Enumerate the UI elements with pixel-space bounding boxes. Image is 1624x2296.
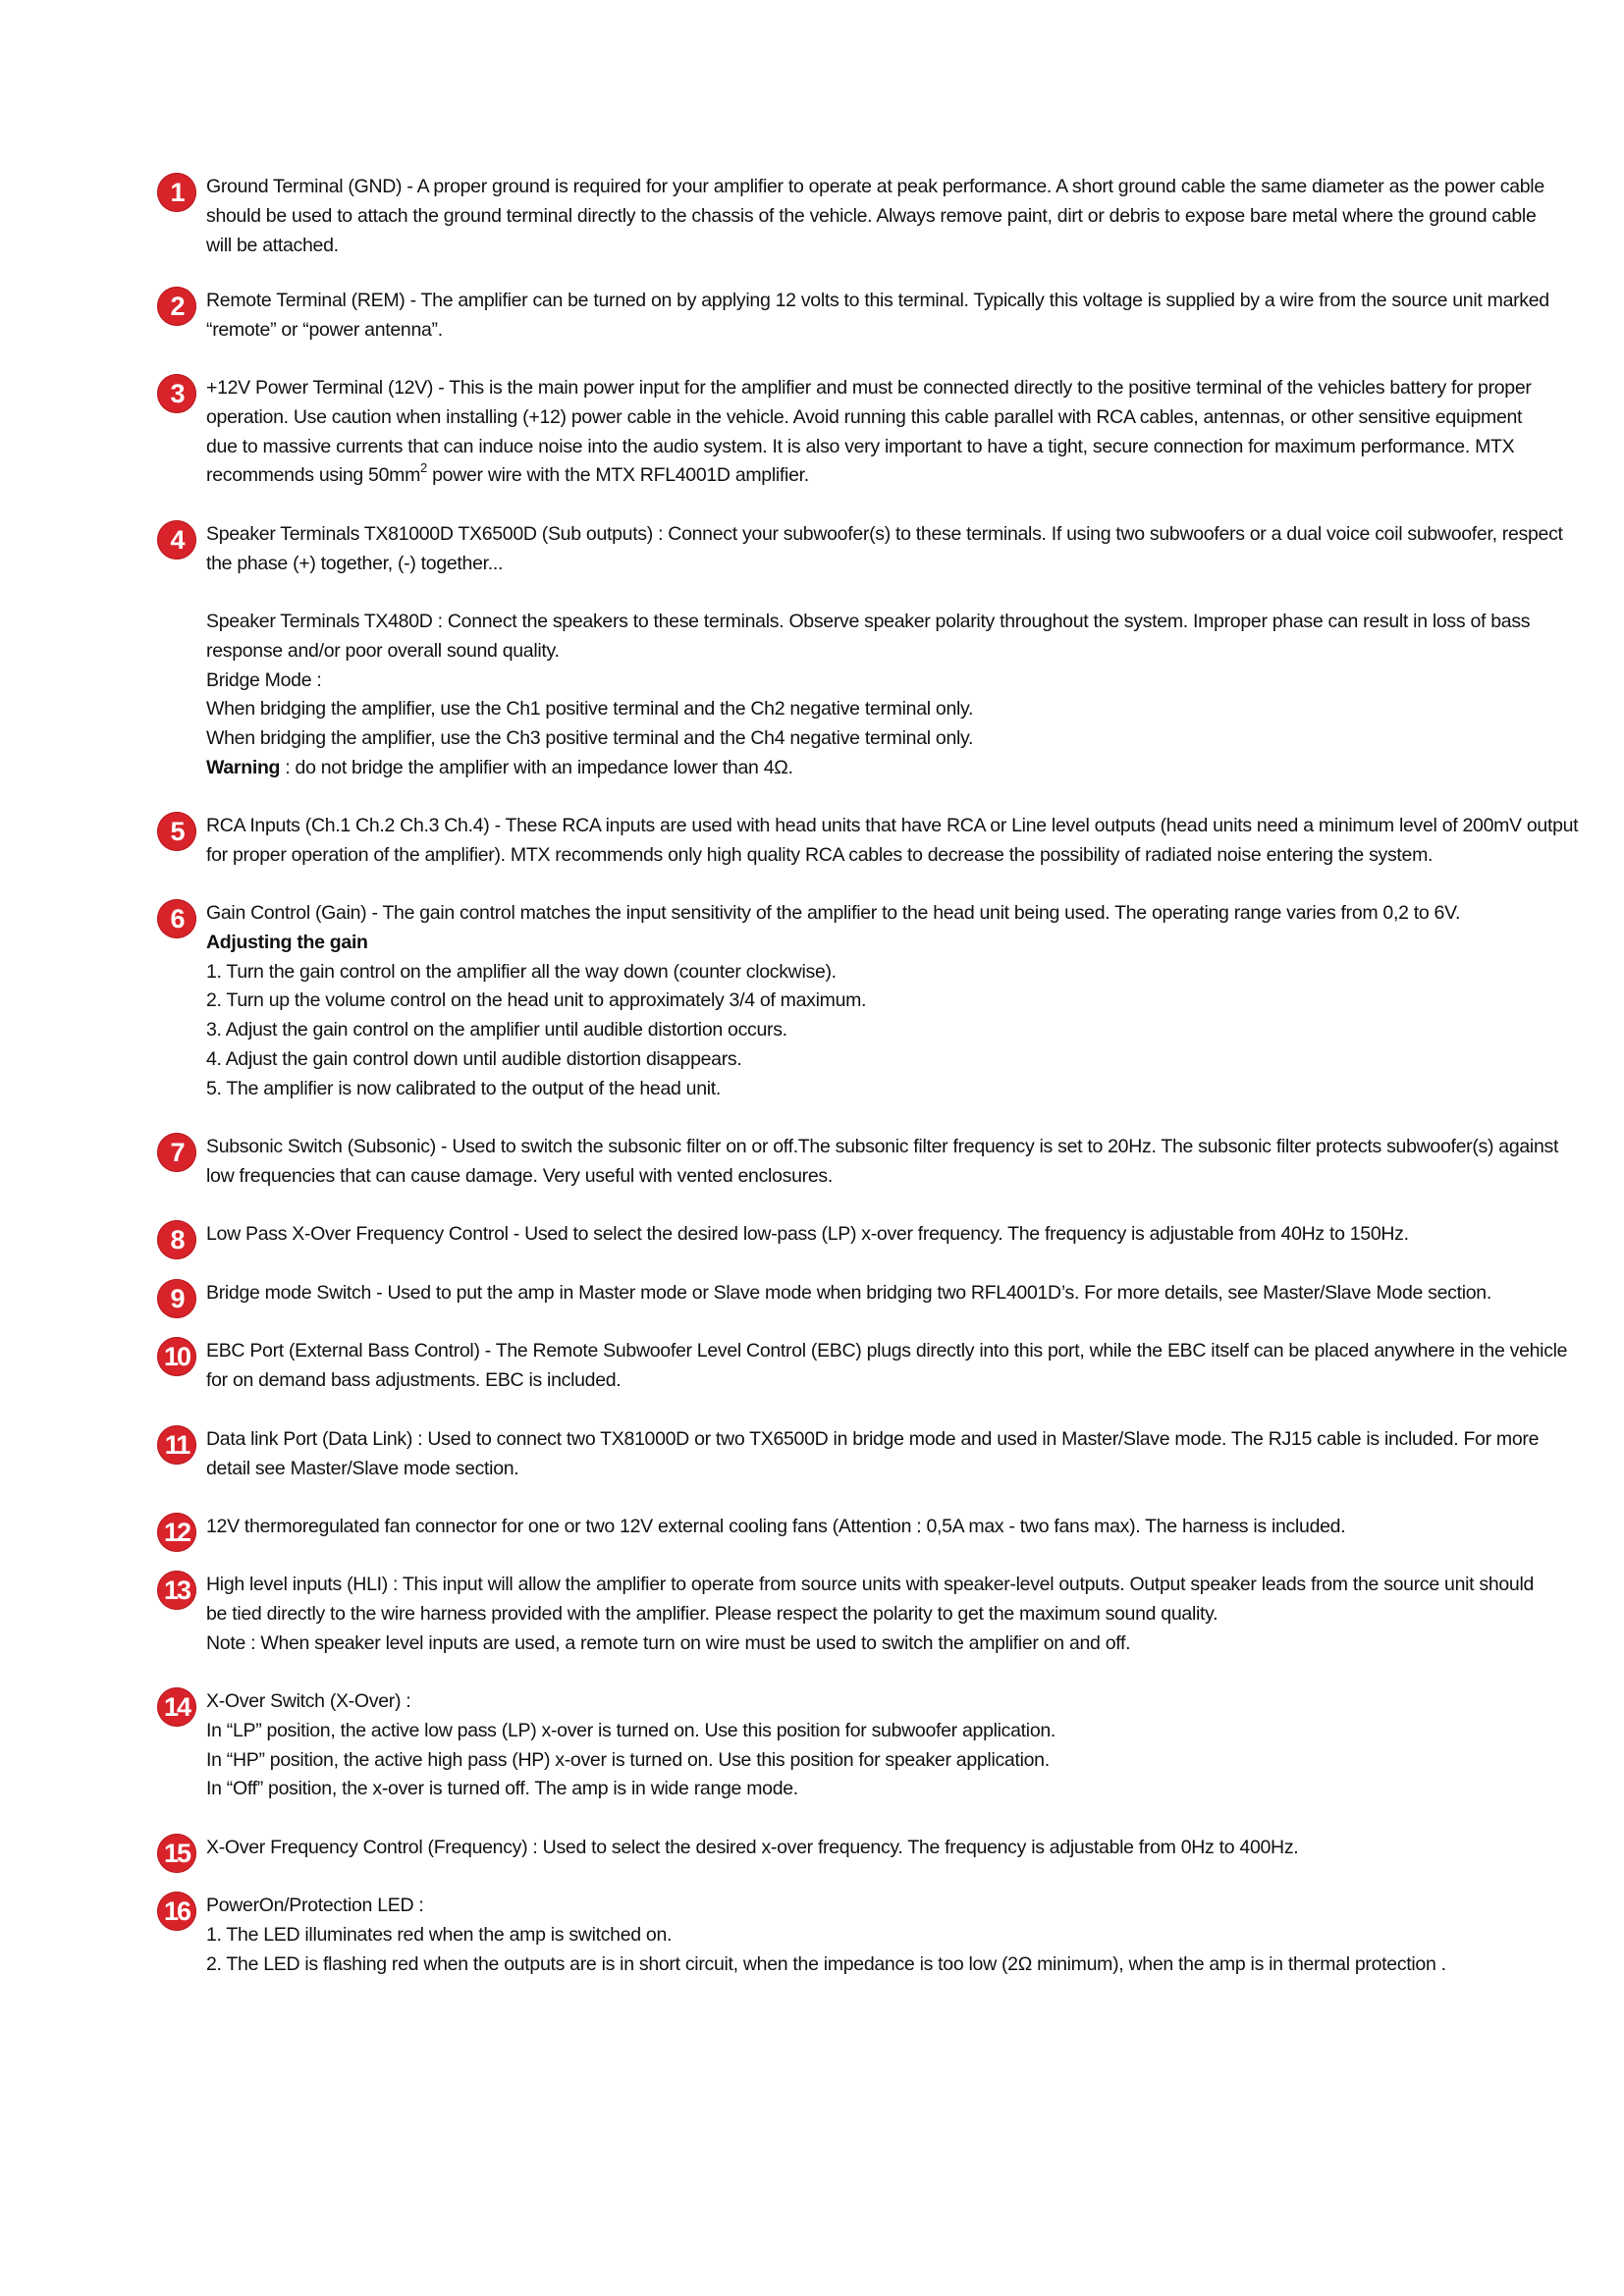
text-line: Bridge Mode : (206, 668, 322, 691)
item-text (206, 173, 1544, 260)
item-text (206, 1892, 1483, 1979)
item-text (206, 899, 1483, 1104)
text-line: Gain Control (Gain) - The gain control matches the input sensitivity of the amplifier to the head unit being used. The operating range varies from 0,2 to 6V. (206, 902, 1461, 924)
number-badge-4: 4 (157, 520, 196, 560)
text-line: for proper operation of the amplifier). MTX recommends only high quality RCA cables to decrease the possibility of radiated noise entering the system. (206, 843, 1434, 866)
text-line: due to massive currents that can induce noise into the audio system. It is also very important to have a tight, secure connection for maximum performance. MTX (206, 435, 1515, 457)
item-text (206, 1687, 1483, 1804)
item-text (206, 1425, 1540, 1484)
item-text (206, 1571, 1535, 1658)
number-badge-7: 7 (157, 1133, 196, 1172)
step-line: 5. The amplifier is now calibrated to the output of the head unit. (206, 1077, 722, 1099)
text-line: Note : When speaker level inputs are used, a remote turn on wire must be used to switch the amplifier on and off. (206, 1631, 1131, 1654)
text-line: should be used to attach the ground terminal directly to the chassis of the vehicle. Always remove paint, dirt or debris to expose bare metal where the ground cable (206, 204, 1537, 227)
text-line: +12V Power Terminal (12V) - This is the main power input for the amplifier and must be connected directly to the positive terminal of the vehicles battery for proper (206, 377, 1532, 399)
text-line: Data link Port (Data Link) : Used to connect two TX81000D or two TX6500D in bridge mode and used in Master/Slave mode. The RJ15 cable is included. For more (206, 1428, 1540, 1450)
warning-label: Warning (206, 756, 281, 778)
text-line: X-Over Frequency Control (Frequency) : Used to select the desired x-over frequency. The frequency is adjustable from 0Hz to 400Hz. (206, 1837, 1299, 1858)
text-line: Ground Terminal (GND) - A proper ground is required for your amplifier to operate at peak performance. A short ground cable the same diameter as the power cable (206, 176, 1544, 197)
text-line: Low Pass X-Over Frequency Control - Used to select the desired low-pass (LP) x-over frequency. The frequency is adjustable from 40Hz to 150Hz. (206, 1223, 1409, 1245)
subheading: Adjusting the gain (206, 931, 368, 953)
text-line: will be attached. (206, 234, 339, 256)
text-line: Speaker Terminals TX480D : Connect the speakers to these terminals. Observe speaker polarity throughout the system. Improper phase can result in loss of bass (206, 611, 1531, 632)
item-text (206, 1220, 1483, 1250)
text-line: RCA Inputs (Ch.1 Ch.2 Ch.3 Ch.4) - These RCA inputs are used with head units that have RCA or Line level outputs (head units need a minimum level of 200mV output (206, 815, 1579, 836)
text-line: When bridging the amplifier, use the Ch3 positive terminal and the Ch4 negative terminal only. (206, 727, 974, 750)
step-line: 4. Adjust the gain control down until audible distortion disappears. (206, 1047, 742, 1070)
step-line: 3. Adjust the gain control on the amplifier until audible distortion occurs. (206, 1019, 787, 1041)
text-line: In “HP” position, the active high pass (HP) x-over is turned on. Use this position for speaker application. (206, 1748, 1050, 1771)
number-badge-3: 3 (157, 374, 196, 413)
item-text (206, 1834, 1483, 1863)
text-line: In “Off” position, the x-over is turned off. The amp is in wide range mode. (206, 1778, 798, 1800)
text-line: When bridging the amplifier, use the Ch1 positive terminal and the Ch2 negative terminal only. (206, 698, 974, 721)
item-text (206, 812, 1579, 871)
text-line: the phase (+) together, (-) together... (206, 552, 504, 574)
superscript: 2 (420, 460, 427, 476)
number-badge-2: 2 (157, 287, 196, 326)
text-line: be tied directly to the wire harness provided with the amplifier. Please respect the polarity to get the maximum sound quality. (206, 1602, 1218, 1625)
text-line: Speaker Terminals TX81000D TX6500D (Sub outputs) : Connect your subwoofer(s) to these terminals. If using two subwoofers or a dual voice coil subwoofer, respect (206, 523, 1563, 545)
number-badge-12: 12 (157, 1513, 196, 1552)
text-line: PowerOn/Protection LED : (206, 1895, 424, 1916)
number-badge-6: 6 (157, 899, 196, 938)
text-line: X-Over Switch (X-Over) : (206, 1690, 411, 1712)
step-line: 1. Turn the gain control on the amplifier all the way down (counter clockwise). (206, 960, 837, 983)
number-badge-8: 8 (157, 1220, 196, 1259)
text-line: detail see Master/Slave mode section. (206, 1457, 519, 1479)
number-badge-13: 13 (157, 1571, 196, 1610)
text-line: High level inputs (HLI) : This input will allow the amplifier to operate from source units with speaker-level outputs. Output speaker leads from the source unit should (206, 1574, 1535, 1595)
number-badge-16: 16 (157, 1892, 196, 1931)
item-text (206, 1133, 1559, 1192)
number-badge-1: 1 (157, 173, 196, 212)
item-text (206, 1279, 1491, 1308)
number-badge-15: 15 (157, 1834, 196, 1873)
text-line: 1. The LED illuminates red when the amp is switched on. (206, 1923, 673, 1946)
text-line: response and/or poor overall sound quality. (206, 639, 560, 662)
warning-line (206, 754, 1483, 783)
text-line: for on demand bass adjustments. EBC is included. (206, 1368, 622, 1391)
text-line: 2. The LED is flashing red when the outputs are is in short circuit, when the impedance is too low (2Ω minimum), when the amp is in thermal protection . (206, 1952, 1446, 1975)
text-line (206, 461, 1483, 491)
text-segment: recommends using 50mm (206, 464, 421, 487)
text-line: In “LP” position, the active low pass (LP) x-over is turned on. Use this position for subwoofer application. (206, 1719, 1056, 1741)
warning-text: : do not bridge the amplifier with an impedance lower than 4Ω. (280, 756, 793, 778)
number-badge-9: 9 (157, 1279, 196, 1318)
number-badge-5: 5 (157, 812, 196, 851)
text-line: Subsonic Switch (Subsonic) - Used to switch the subsonic filter on or off.The subsonic filter frequency is set to 20Hz. The subsonic filter protects subwoofer(s) against (206, 1136, 1559, 1157)
text-line: 12V thermoregulated fan connector for one or two 12V external cooling fans (Attention : 0,5A max - two fans max). The harness is included. (206, 1516, 1346, 1537)
item-text (206, 1513, 1483, 1542)
item-text (206, 1337, 1568, 1396)
number-badge-10: 10 (157, 1337, 196, 1376)
number-badge-11: 11 (157, 1425, 196, 1465)
text-line: EBC Port (External Bass Control) - The Remote Subwoofer Level Control (EBC) plugs directly into this port, while the EBC itself can be placed anywhere in the vehicle (206, 1340, 1568, 1362)
item-text (206, 287, 1549, 346)
text-line: low frequencies that can cause damage. Very useful with vented enclosures. (206, 1164, 833, 1187)
text-line: operation. Use caution when installing (+12) power cable in the vehicle. Avoid running this cable parallel with RCA cables, antennas, or other sensitive equipment (206, 405, 1523, 428)
text-segment: power wire with the MTX RFL4001D amplifier. (426, 464, 809, 487)
text-line: Bridge mode Switch - Used to put the amp in Master mode or Slave mode when bridging two RFL4001D’s. For more details, see Master/Slave Mode section. (206, 1282, 1491, 1304)
number-badge-14: 14 (157, 1687, 196, 1727)
step-line: 2. Turn up the volume control on the head unit to approximately 3/4 of maximum. (206, 989, 867, 1012)
item-text-continued (206, 608, 1531, 783)
text-line: “remote” or “power antenna”. (206, 318, 443, 341)
text-line: Remote Terminal (REM) - The amplifier can be turned on by applying 12 volts to this terminal. Typically this voltage is supplied by a wire from the source unit marked (206, 290, 1549, 311)
item-text (206, 374, 1532, 491)
item-text (206, 520, 1563, 579)
